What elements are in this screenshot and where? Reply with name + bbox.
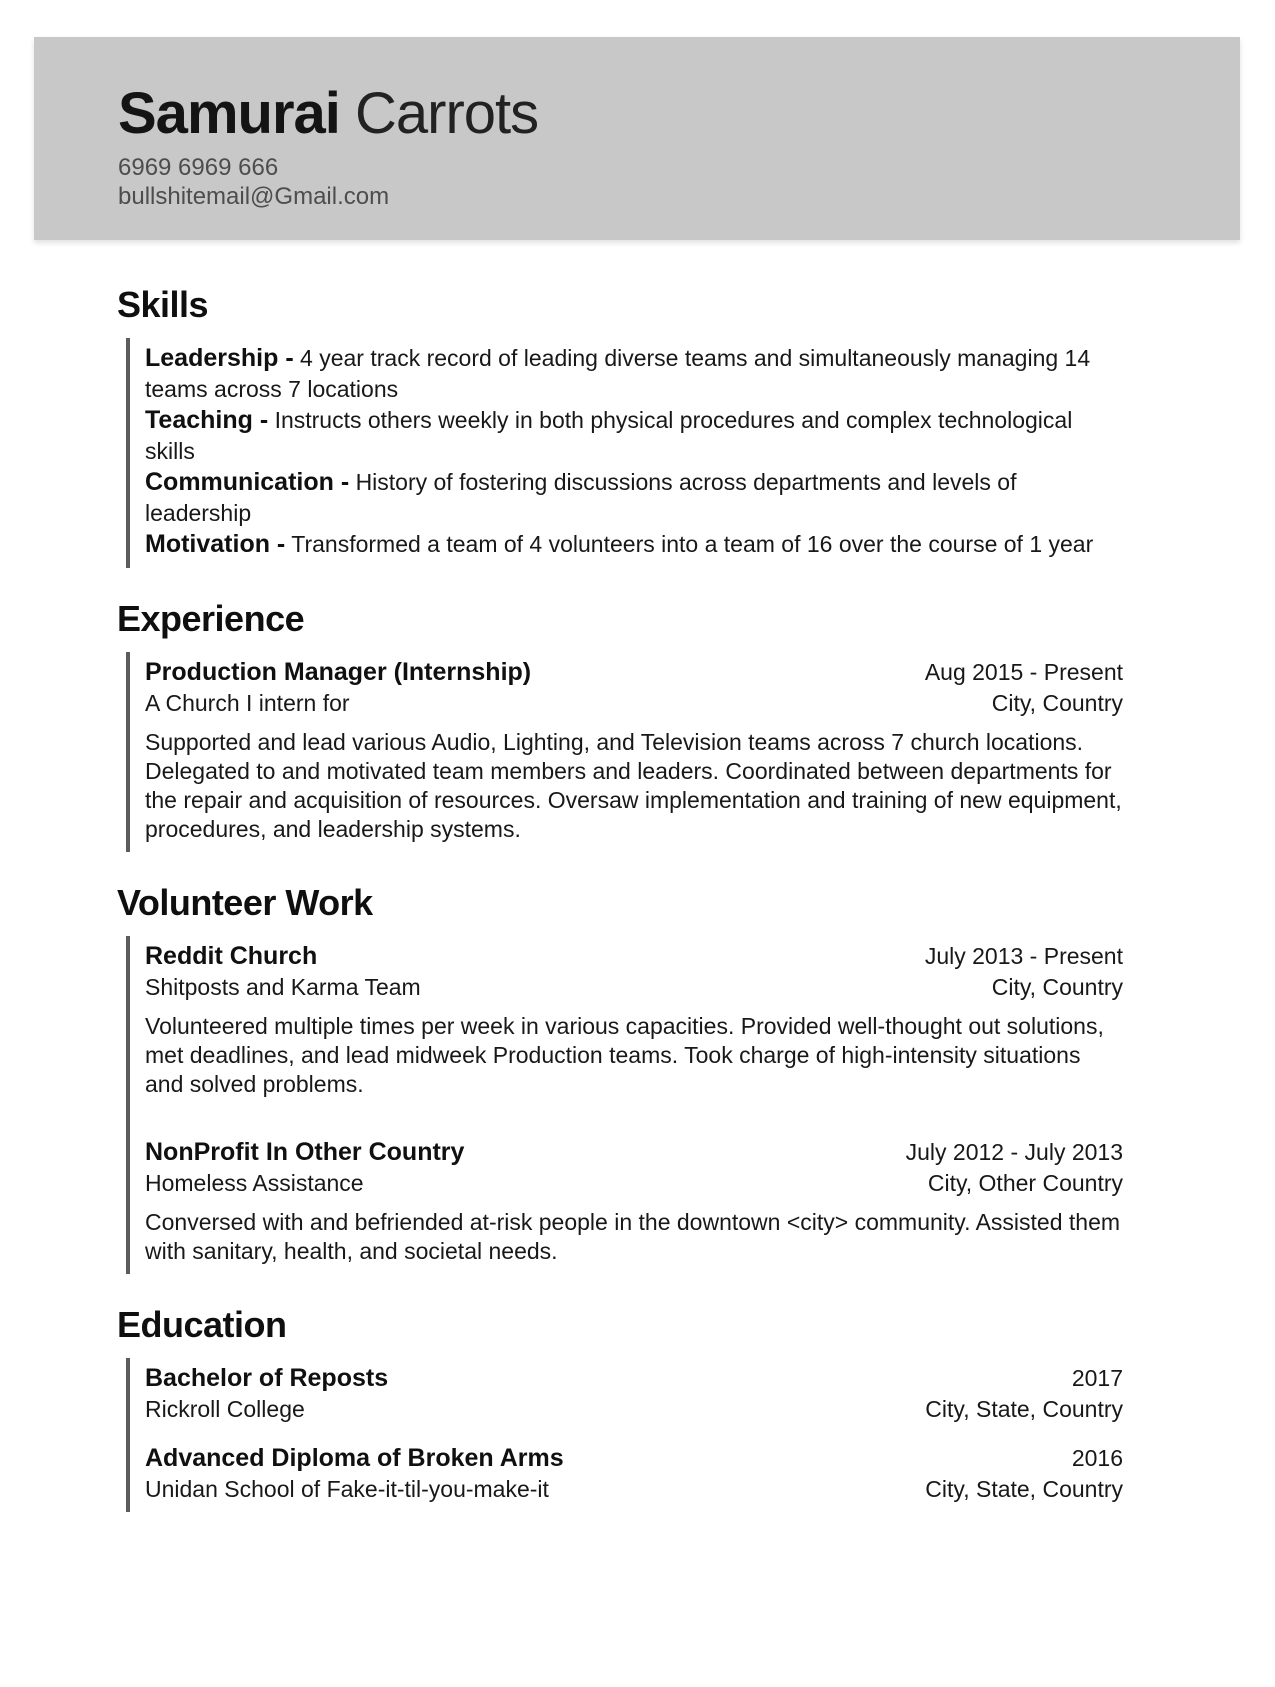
education-section [117,1304,1123,1512]
entry-title-row [145,1363,1123,1394]
education-entry [145,1363,1123,1424]
entry-title-row [145,657,1123,688]
education-heading: Education [117,1304,287,1345]
location: City, State, Country [925,1476,1123,1502]
job-description: Supported and lead various Audio, Lighting, and Television teams across 7 church locations. Delegated to and motivated team members and leaders. Coordinated between departments for the repair and acquisition of resources. Oversaw implementation and training of new equipment, procedures, and leadership systems. [145,729,1122,842]
skill-term: Leadership - [145,344,294,372]
entry-title-row [145,1137,1123,1168]
volunteer-section [117,882,1123,1274]
organization: A Church I intern for [145,690,350,716]
skill-term: Motivation - [145,530,286,558]
skills-heading: Skills [117,284,209,325]
volunteer-title: NonProfit In Other Country [145,1138,465,1166]
volunteer-dates: July 2013 - Present [924,943,1123,969]
education-entry [145,1443,1123,1504]
header [34,37,1240,240]
volunteer-heading: Volunteer Work [117,882,373,923]
experience-section [117,598,1123,852]
skill-item-motivation [145,529,1123,560]
school-name: Rickroll College [145,1396,305,1422]
candidate-first-name: Samurai [118,81,340,146]
phone-number: 6969 6969 666 [118,154,279,181]
job-title: Production Manager (Internship) [145,658,532,686]
entry-org-row [145,688,1123,718]
organization: Shitposts and Karma Team [145,974,421,1000]
volunteer-description: Conversed with and befriended at-risk people in the downtown <city> community. Assisted them with sanitary, health, and societal needs. [145,1209,1121,1264]
skill-description: 4 year track record of leading diverse teams and simultaneously managing 14 teams across 7 locations [145,345,1091,402]
location: City, Country [991,690,1123,716]
degree-title: Bachelor of Reposts [145,1364,389,1392]
volunteer-title: Reddit Church [145,942,318,970]
experience-entries [126,652,1123,852]
resume-body [117,284,1123,1512]
organization: Homeless Assistance [145,1170,364,1196]
location: City, Other Country [927,1170,1123,1196]
experience-entry [145,657,1123,844]
skill-description: Transformed a team of 4 volunteers into a team of 16 over the course of 1 year [291,531,1094,557]
entry-org-row [145,1168,1123,1198]
skills-section [117,284,1123,568]
volunteer-description: Volunteered multiple times per week in various capacities. Provided well-thought out solutions, met deadlines, and lead midweek Production teams. Took charge of high-intensity situations and solved problems. [145,1013,1104,1097]
volunteer-entries [126,936,1123,1274]
degree-year: 2017 [1071,1365,1123,1391]
entry-title-row [145,1443,1123,1474]
entry-org-row [145,1394,1123,1424]
job-dates: Aug 2015 - Present [924,659,1123,685]
skill-term: Communication - [145,468,350,496]
candidate-name [118,83,1240,145]
location: City, Country [991,974,1123,1000]
volunteer-entry [145,1137,1123,1266]
entry-title-row [145,941,1123,972]
skill-description: Instructs others weekly in both physical procedures and complex technological skills [145,407,1073,464]
skill-term: Teaching - [145,406,269,434]
school-name: Unidan School of Fake-it-til-you-make-it [145,1476,549,1502]
experience-heading: Experience [117,598,305,639]
email-address: bullshitemail@Gmail.com [118,183,390,210]
candidate-last-name: Carrots [355,81,539,146]
volunteer-dates: July 2012 - July 2013 [905,1139,1123,1165]
skill-description: History of fostering discussions across departments and levels of leadership [145,469,1017,526]
skills-list [126,338,1123,568]
location: City, State, Country [925,1396,1123,1422]
degree-year: 2016 [1071,1445,1123,1471]
degree-title: Advanced Diploma of Broken Arms [145,1444,564,1472]
skill-item-teaching [145,405,1123,467]
resume-page [0,37,1275,1687]
skill-item-leadership [145,343,1123,405]
contact-info [118,153,1240,211]
skill-item-communication [145,467,1123,529]
entry-org-row [145,1474,1123,1504]
volunteer-entry [145,941,1123,1099]
education-entries [126,1358,1123,1512]
entry-org-row [145,972,1123,1002]
